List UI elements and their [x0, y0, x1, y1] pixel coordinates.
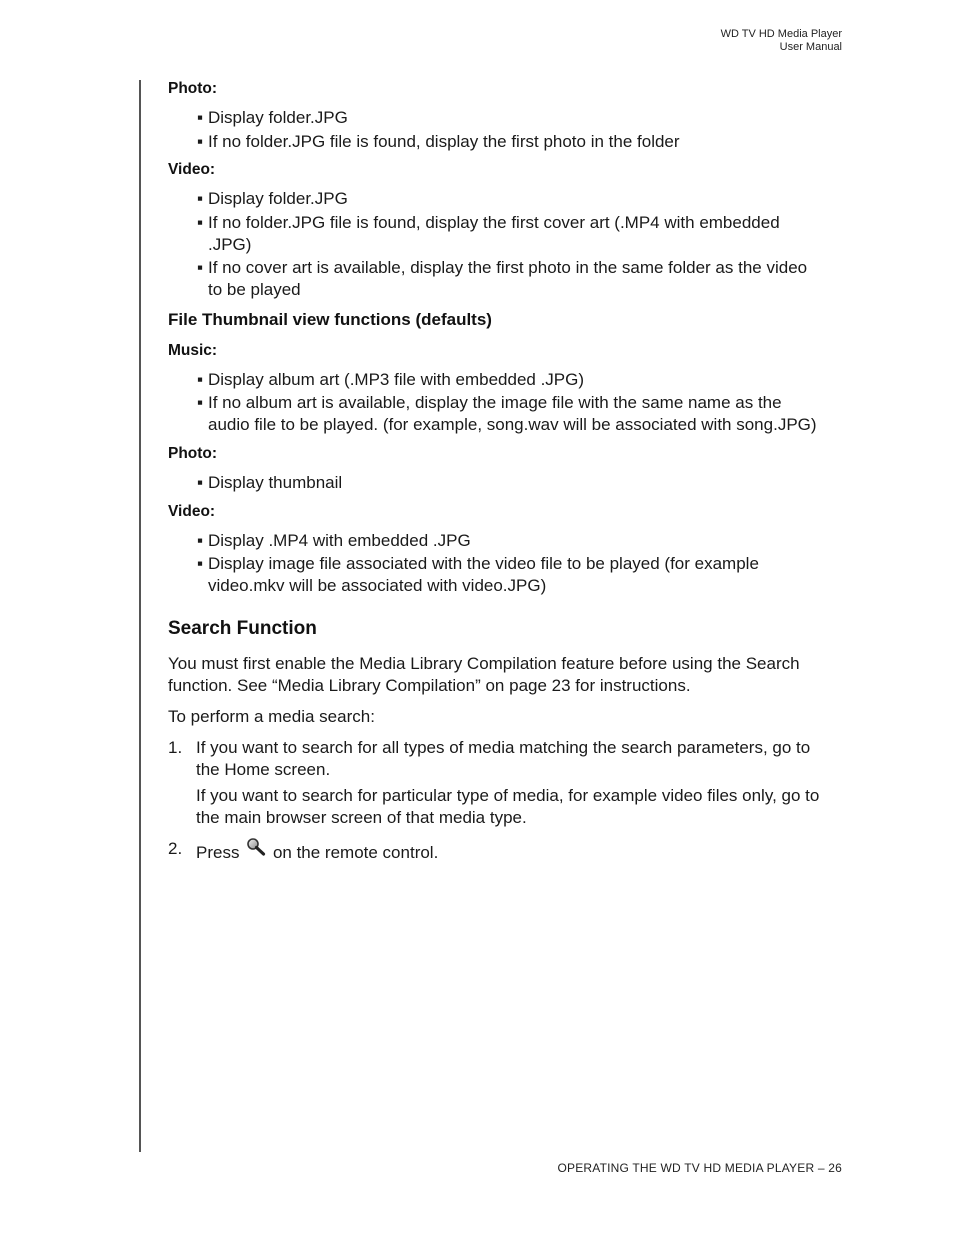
step-1-continuation: If you want to search for particular type of media, for example video files only, go to the main browser screen of that media type. [196, 786, 820, 827]
search-function-heading: Search Function [168, 618, 317, 639]
search-magnifier-icon [246, 838, 266, 856]
header-doc-type: User Manual [779, 41, 842, 53]
photo-label: Photo: [168, 80, 218, 97]
search-intro: You must first enable the Media Library Compilation feature before using the Search function. See “Media Library Compilation” on page 23 for instructions. [168, 654, 800, 695]
music-label: Music: [168, 342, 218, 359]
file-thumbnail-heading: File Thumbnail view functions (defaults) [168, 310, 492, 329]
header-product-name: WD TV HD Media Player [720, 28, 842, 40]
to-perform-text: To perform a media search: [168, 707, 375, 726]
video-label: Video: [168, 161, 216, 178]
page-footer: OPERATING THE WD TV HD MEDIA PLAYER – 26 [557, 1161, 842, 1175]
photo-label: Photo: [168, 445, 218, 462]
video-label: Video: [168, 503, 216, 520]
margin-rule [139, 80, 141, 1152]
running-header [721, 28, 842, 54]
